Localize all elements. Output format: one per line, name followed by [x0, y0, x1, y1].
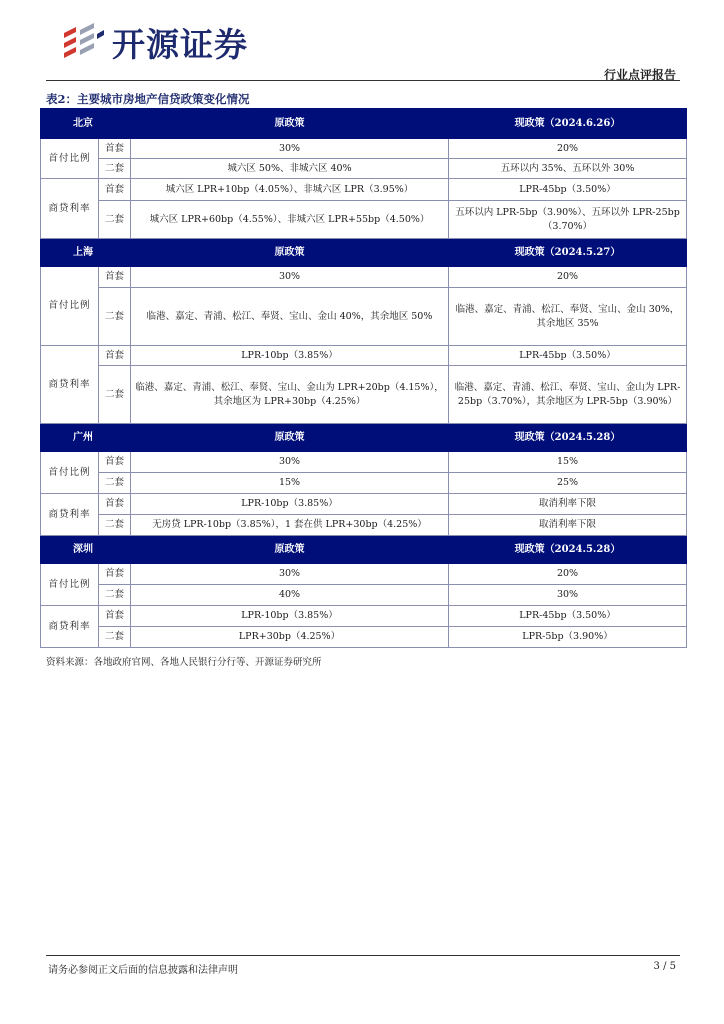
old-policy-cell: 临港、嘉定、青浦、松江、奉贤、宝山、金山 40%，其余地区 50%: [131, 288, 449, 346]
footer-disclaimer: 请务必参阅正文后面的信息披露和法律声明: [48, 965, 238, 976]
old-policy-cell: 15%: [131, 473, 449, 494]
new-policy-cell: LPR-5bp（3.90%）: [449, 627, 687, 648]
old-policy-header: 原政策: [131, 424, 449, 452]
row-label: 二套: [99, 473, 131, 494]
row-label: 二套: [99, 288, 131, 346]
old-policy-cell: 无房贷 LPR-10bp（3.85%），1 套在供 LPR+30bp（4.25%）: [131, 515, 449, 536]
old-policy-header: 原政策: [131, 239, 449, 267]
city-name: 深圳: [41, 536, 131, 564]
new-policy-cell: 15%: [449, 452, 687, 473]
city-header-row: [41, 424, 687, 452]
city-header-row: [41, 239, 687, 267]
row-label: 首套: [99, 494, 131, 515]
new-policy-cell: LPR-45bp（3.50%）: [449, 179, 687, 201]
old-policy-cell: 30%: [131, 564, 449, 585]
old-policy-cell: 30%: [131, 267, 449, 288]
category-cell: 首付比例: [41, 452, 99, 494]
old-policy-cell: 城六区 LPR+60bp（4.55%）、非城六区 LPR+55bp（4.50%）: [131, 201, 449, 239]
new-policy-header: 现政策（2024.5.27）: [449, 239, 687, 267]
old-policy-header: 原政策: [131, 536, 449, 564]
row-label: 二套: [99, 515, 131, 536]
new-policy-cell: 25%: [449, 473, 687, 494]
new-policy-cell: LPR-45bp（3.50%）: [449, 346, 687, 366]
category-cell: 商贷利率: [41, 346, 99, 424]
row-label: 首套: [99, 606, 131, 627]
table-row: [41, 267, 687, 288]
new-policy-cell: 20%: [449, 564, 687, 585]
page-number: 3 / 5: [653, 961, 676, 972]
old-policy-cell: 40%: [131, 585, 449, 606]
table-row: [41, 366, 687, 424]
row-label: 二套: [99, 201, 131, 239]
brand-logo: [60, 20, 248, 64]
old-policy-cell: LPR+30bp（4.25%）: [131, 627, 449, 648]
category-cell: 商贷利率: [41, 494, 99, 536]
table-row: [41, 627, 687, 648]
table-row: [41, 473, 687, 494]
brand-logo-icon: [60, 20, 106, 64]
new-policy-cell: 五环以内 35%、五环以外 30%: [449, 159, 687, 179]
row-label: 首套: [99, 346, 131, 366]
table-row: [41, 494, 687, 515]
row-label: 二套: [99, 627, 131, 648]
category-cell: 商贷利率: [41, 606, 99, 648]
new-policy-cell: LPR-45bp（3.50%）: [449, 606, 687, 627]
row-label: 二套: [99, 585, 131, 606]
table-row: [41, 179, 687, 201]
row-label: 二套: [99, 159, 131, 179]
new-policy-header: 现政策（2024.5.28）: [449, 536, 687, 564]
city-name: 上海: [41, 239, 131, 267]
new-policy-header: 现政策（2024.6.26）: [449, 109, 687, 139]
policy-table: [40, 108, 687, 648]
footer-divider: [46, 955, 680, 956]
table-row: [41, 139, 687, 159]
old-policy-cell: 30%: [131, 452, 449, 473]
new-policy-cell: 30%: [449, 585, 687, 606]
header-divider: [46, 80, 680, 81]
row-label: 首套: [99, 179, 131, 201]
table-row: [41, 585, 687, 606]
row-label: 首套: [99, 452, 131, 473]
report-type-label: 行业点评报告: [603, 68, 676, 82]
table-caption: 表2：主要城市房地产信贷政策变化情况: [46, 92, 250, 106]
new-policy-cell: 临港、嘉定、青浦、松江、奉贤、宝山、金山 30%，其余地区 35%: [449, 288, 687, 346]
old-policy-header: 原政策: [131, 109, 449, 139]
new-policy-cell: 20%: [449, 139, 687, 159]
city-name: 广州: [41, 424, 131, 452]
old-policy-cell: 城六区 LPR+10bp（4.05%）、非城六区 LPR（3.95%）: [131, 179, 449, 201]
table-source-note: 资料来源：各地政府官网、各地人民银行分行等、开源证券研究所: [46, 657, 322, 668]
old-policy-cell: LPR-10bp（3.85%）: [131, 606, 449, 627]
old-policy-cell: 临港、嘉定、青浦、松江、奉贤、宝山、金山为 LPR+20bp（4.15%），其余地区为 LPR+30bp（4.25%）: [131, 366, 449, 424]
category-cell: 首付比例: [41, 139, 99, 179]
new-policy-cell: 临港、嘉定、青浦、松江、奉贤、宝山、金山为 LPR-25bp（3.70%），其余地区为 LPR-5bp（3.90%）: [449, 366, 687, 424]
new-policy-cell: 取消利率下限: [449, 494, 687, 515]
old-policy-cell: LPR-10bp（3.85%）: [131, 346, 449, 366]
row-label: 首套: [99, 139, 131, 159]
table-row: [41, 201, 687, 239]
city-name: 北京: [41, 109, 131, 139]
table-row: [41, 288, 687, 346]
category-cell: 首付比例: [41, 267, 99, 346]
category-cell: 首付比例: [41, 564, 99, 606]
row-label: 二套: [99, 366, 131, 424]
city-header-row: [41, 536, 687, 564]
row-label: 首套: [99, 267, 131, 288]
table-row: [41, 515, 687, 536]
new-policy-cell: 五环以内 LPR-5bp（3.90%）、五环以外 LPR-25bp（3.70%）: [449, 201, 687, 239]
city-header-row: [41, 109, 687, 139]
table-row: [41, 346, 687, 366]
new-policy-cell: 20%: [449, 267, 687, 288]
table-row: [41, 159, 687, 179]
old-policy-cell: LPR-10bp（3.85%）: [131, 494, 449, 515]
category-cell: 商贷利率: [41, 179, 99, 239]
table-row: [41, 452, 687, 473]
table-row: [41, 606, 687, 627]
table-row: [41, 564, 687, 585]
brand-name: 开源证券: [112, 24, 248, 64]
old-policy-cell: 城六区 50%、非城六区 40%: [131, 159, 449, 179]
row-label: 首套: [99, 564, 131, 585]
new-policy-header: 现政策（2024.5.28）: [449, 424, 687, 452]
new-policy-cell: 取消利率下限: [449, 515, 687, 536]
old-policy-cell: 30%: [131, 139, 449, 159]
